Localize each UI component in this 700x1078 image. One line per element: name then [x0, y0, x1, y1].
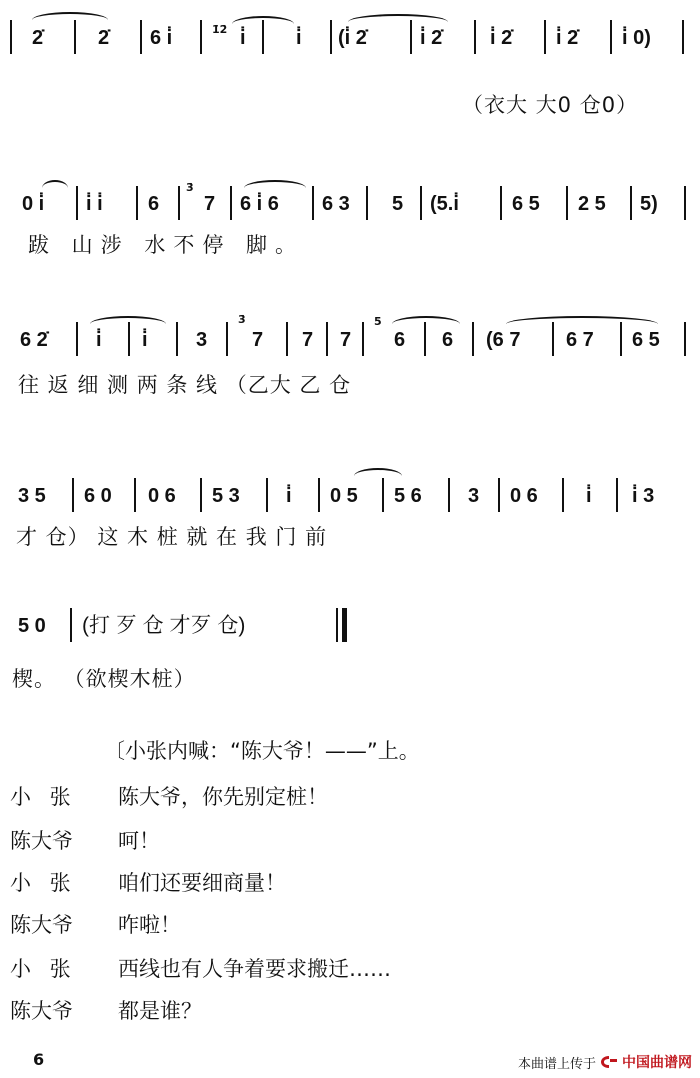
barline [10, 20, 12, 54]
barline [544, 20, 546, 54]
note: (5.i̇ [430, 193, 459, 215]
barline [318, 478, 320, 512]
note: i̇ i̇ [86, 193, 103, 215]
note: 6 [394, 329, 406, 351]
grace-note: 5 [374, 315, 382, 328]
note: 3 [196, 329, 208, 351]
barline [366, 186, 368, 220]
note: 0 6 [510, 485, 538, 507]
note: 5 6 [394, 485, 422, 507]
footer-watermark[interactable] [518, 1052, 692, 1072]
barline [330, 20, 332, 54]
note: 6 0 [84, 485, 112, 507]
barline [76, 322, 78, 356]
note: 6 3 [322, 193, 350, 215]
barline [200, 20, 202, 54]
barline [552, 322, 554, 356]
note: 0 6 [148, 485, 176, 507]
note: 3 [468, 485, 480, 507]
barline-final [342, 608, 347, 642]
lyric-line: 往 返 细 测 两 条 线 （乙大 乙 仓 [18, 373, 352, 397]
lyric-line: 才 仓） 这 木 桩 就 在 我 门 前 [16, 525, 328, 549]
barline [498, 478, 500, 512]
footer-brand: 中国曲谱网 [622, 1055, 692, 1071]
barline [448, 478, 450, 512]
barline [134, 478, 136, 512]
note: i̇ 0) [622, 27, 651, 49]
barline [262, 20, 264, 54]
spoken-line: 陈大爷，你先别定桩！ [118, 785, 328, 809]
grace-note: 3̇ [186, 181, 194, 194]
note: i̇ 3 [632, 485, 655, 507]
barline [616, 478, 618, 512]
barline [410, 20, 412, 54]
note: 6 i̇ 6 [240, 193, 279, 215]
barline [424, 322, 426, 356]
barline [382, 478, 384, 512]
barline [128, 322, 130, 356]
note: 5) [640, 193, 658, 215]
note: (打 歹 仓 才歹 仓) [82, 614, 246, 637]
barline [474, 20, 476, 54]
note: i̇ 2̇ [420, 27, 443, 49]
barline [176, 322, 178, 356]
barline [500, 186, 502, 220]
note: 0 5 [330, 485, 358, 507]
note: 5 3 [212, 485, 240, 507]
barline [136, 186, 138, 220]
note: i̇ 2̇ [556, 27, 579, 49]
speaker-name: 陈大爷 [10, 913, 73, 937]
note: 2̇ [98, 27, 110, 49]
note: 6 5 [512, 193, 540, 215]
note: 6 i̇ [150, 27, 173, 49]
barline [72, 478, 74, 512]
lyric-line: 楔。 （欲楔木桩） [12, 667, 196, 691]
note: (i̇ 2̇ [338, 27, 367, 49]
barline [630, 186, 632, 220]
note: 6 [148, 193, 160, 215]
barline [362, 322, 364, 356]
lyric-line: （衣大 大0 仓0） [462, 93, 639, 117]
barline [472, 322, 474, 356]
spoken-line: 西线也有人争着要求搬迁…… [118, 957, 391, 981]
spoken-line: 呵！ [118, 829, 160, 853]
note: 6 5 [632, 329, 660, 351]
grace-note: 3̇ [238, 313, 246, 326]
barline [682, 20, 684, 54]
barline [620, 322, 622, 356]
note: i̇ 2̇ [490, 27, 513, 49]
speaker-name: 小 张 [10, 871, 77, 895]
barline [74, 20, 76, 54]
note: 5 0 [18, 615, 46, 637]
footer-text: 本曲谱上传于 [517, 1056, 596, 1072]
barline [266, 478, 268, 512]
spoken-line: 都是谁？ [118, 999, 202, 1023]
barline [336, 608, 338, 642]
barline [140, 20, 142, 54]
note: 6 [442, 329, 454, 351]
note: 2̇ [32, 27, 44, 49]
speaker-name: 小 张 [10, 957, 77, 981]
page-number: 6 [33, 1050, 45, 1069]
note: 2 5 [578, 193, 606, 215]
lyric-line: 跋 山涉 水不停 脚。 [28, 233, 305, 257]
grace-note: 1̇2̇ [212, 23, 228, 36]
barline [200, 478, 202, 512]
note: 7 [340, 329, 352, 351]
barline [684, 322, 686, 356]
note: i̇ [240, 27, 246, 49]
speaker-name: 小 张 [10, 785, 77, 809]
note: i̇ [96, 329, 102, 351]
speaker-name: 陈大爷 [10, 999, 73, 1023]
speaker-name: 陈大爷 [10, 829, 73, 853]
stage-direction: 〔小张内喊：“陈大爷！——”上。 [104, 739, 420, 763]
note: (6 7 [486, 329, 521, 351]
note: i̇ [586, 485, 592, 507]
barline [76, 186, 78, 220]
barline [286, 322, 288, 356]
barline [226, 322, 228, 356]
barline [312, 186, 314, 220]
barline [420, 186, 422, 220]
note: i̇ [296, 27, 302, 49]
spoken-line: 咋啦！ [118, 913, 181, 937]
note: i̇ [142, 329, 148, 351]
barline [684, 186, 686, 220]
note: 6 2̇ [20, 329, 48, 351]
note: 7 [302, 329, 314, 351]
barline [70, 608, 72, 642]
note: 7 [204, 193, 216, 215]
barline [326, 322, 328, 356]
barline [178, 186, 180, 220]
site-logo-icon [600, 1055, 618, 1069]
spoken-line: 咱们还要细商量！ [118, 871, 286, 895]
barline [610, 20, 612, 54]
note: 5 [392, 193, 404, 215]
barline [562, 478, 564, 512]
note: 6 7 [566, 329, 594, 351]
barline [566, 186, 568, 220]
note: i̇ [286, 485, 292, 507]
note: 3 5 [18, 485, 46, 507]
barline [230, 186, 232, 220]
note: 7 [252, 329, 264, 351]
note: 0 i̇ [22, 193, 45, 215]
